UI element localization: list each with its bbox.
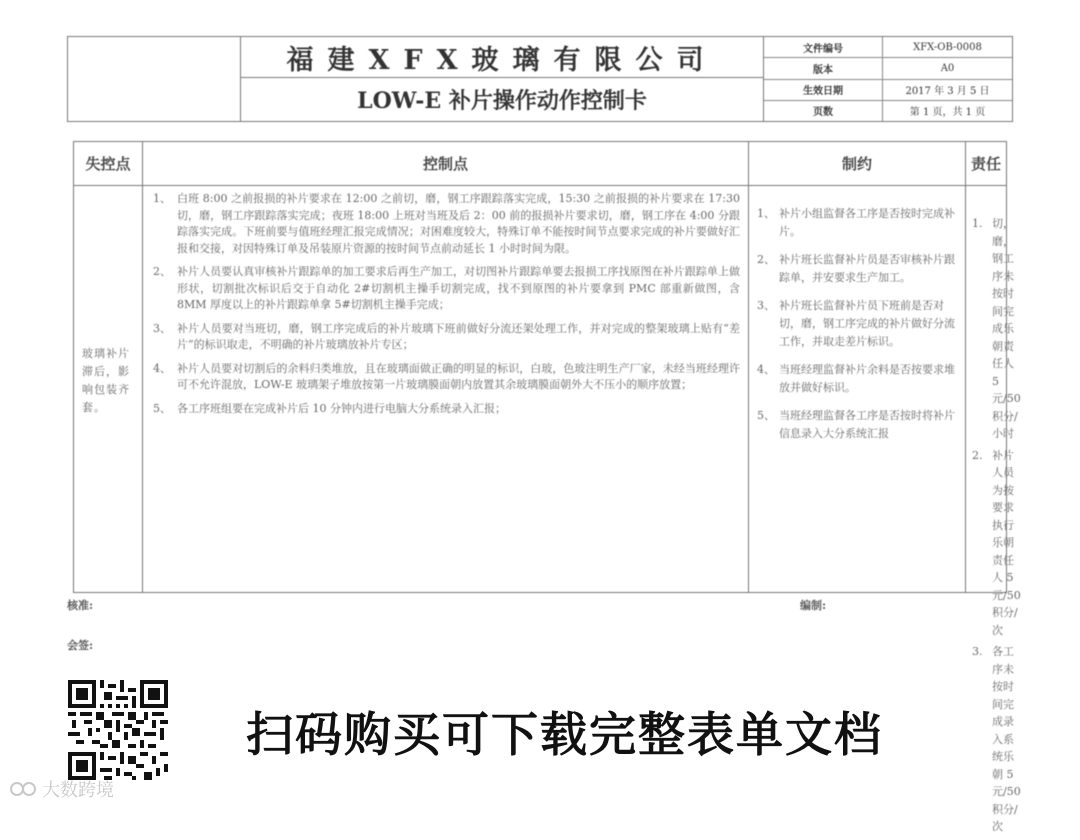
item-text: 补片班长监督补片员下班前是否对切，磨，钢工序完成的补片做好分流工作，并取走差片标识。: [779, 299, 955, 348]
list-item: [757, 407, 957, 443]
item-text: 补片人员要对当班切，磨，钢工序完成后的补片玻璃下班前做好分流还架处理工作，并对完成的整架玻璃上贴有“差片”的标识取走，不明确的补片玻璃放补片专区；: [177, 321, 740, 351]
control-point-cell: [143, 185, 749, 592]
item-text: 补片班长监督补片员是否审核补片跟踪单，并安要求生产加工。: [779, 253, 955, 284]
meta-value: A0: [940, 62, 955, 74]
qr-code-icon[interactable]: [68, 680, 168, 780]
meta-value: 2017 年 3 月 5 日: [905, 86, 990, 98]
watermark: [8, 776, 114, 802]
approve-label: 核准:: [67, 599, 94, 612]
document-meta: [764, 37, 1012, 121]
item-number: 5、: [153, 401, 171, 415]
prepare-label: 编制:: [800, 599, 827, 612]
meta-row: [764, 80, 1012, 101]
list-item: [757, 205, 957, 241]
header-loss-point: 失控点: [74, 142, 143, 185]
item-number: 4、: [153, 361, 171, 375]
item-text: 各工序未按时间完成录入系统乐朝 5 元/50 积分/次: [992, 645, 1021, 833]
loss-point-cell: [74, 185, 143, 592]
item-number: 2、: [757, 253, 775, 266]
table-header: [74, 142, 1006, 186]
list-item: [757, 297, 957, 351]
list-item: [757, 361, 957, 397]
list-item: [972, 215, 1021, 443]
item-number: 1.: [972, 217, 983, 230]
item-text: 当班经理监督补片余料是否按要求堆放并做好标识。: [779, 363, 955, 394]
item-text: 补片人员要认真审核补片跟踪单的加工要求后再生产加工，对切图补片跟踪单要去报损工序找原图在补片跟踪单上做形状，切割批次标识后交于自动化 2#切割机主操手切割完成，找不到原图的补片要拿到 PMC 部重新做图，含 8MM 厚度以上的补片跟踪单拿 5#切割机主操手完成；: [177, 265, 740, 311]
list-item: [757, 251, 957, 287]
header-center: [241, 37, 764, 121]
list-item: [153, 321, 740, 354]
item-number: 3.: [972, 645, 983, 658]
meta-value: XFX-OB-0008: [913, 41, 982, 53]
document-header: [67, 36, 1013, 122]
meta-row: [764, 101, 1012, 121]
item-number: 3、: [153, 321, 171, 335]
item-text: 补片小组监督各工序是否按时完成补片。: [779, 207, 955, 238]
header-constraint: 制约: [749, 142, 966, 185]
constraint-cell: [749, 185, 966, 592]
item-number: 2、: [153, 265, 171, 278]
item-number: 2.: [972, 448, 983, 462]
meta-value: 第 1 页，共 1 页: [909, 107, 986, 119]
responsibility-cell: [966, 185, 1021, 833]
item-number: 5、: [757, 409, 775, 422]
watermark-text: 大数跨境: [42, 780, 114, 801]
loss-point-text: 玻璃补片滞后，影响包装齐套。: [82, 347, 130, 414]
list-item: [153, 264, 740, 314]
list-item: [153, 191, 740, 257]
meta-row: [764, 37, 1012, 58]
item-number: 1、: [153, 192, 171, 205]
meta-key: 文件编号: [764, 37, 883, 57]
meta-key: 生效日期: [764, 80, 883, 100]
item-text: 补片人员要对切割后的余料归类堆放，且在玻璃面做正确的明显的标识，白玻，色玻注明生产厂家，未经当班经理许可不允许混放，LOW-E 玻璃架子堆放按第一片玻璃膜面朝内放置其余玻璃膜面朝外大不压小的顺序放置；: [177, 361, 740, 391]
meta-key: 版本: [764, 58, 883, 78]
meta-key: 页数: [764, 101, 883, 121]
item-number: 3、: [757, 299, 775, 312]
item-text: 各工序班组要在完成补片后 10 分钟内进行电脑大分系统录入汇报；: [177, 401, 506, 415]
watermark-logo-icon: [8, 779, 38, 799]
document-title: LOW-E 补片操作动作控制卡: [357, 88, 647, 114]
item-text: 当班经理监督各工序是否按时将补片信息录入大分系统汇报: [779, 409, 955, 440]
list-item: [153, 361, 740, 394]
list-item: [972, 447, 1021, 640]
countersign-label: 会签:: [67, 639, 94, 652]
item-number: 4、: [757, 363, 775, 376]
item-text: 白班 8:00 之前报损的补片要求在 12:00 之前切，磨，钢工序跟踪落实完成，15:30 之前报损的补片要求在 17:30 切，磨，钢工序跟踪落实完成；夜班 18:00 上班对当班及后 2：00 前的报损补片要求切，磨，钢工序在 4:00 分跟踪落实完成。下班前要与值班经理汇报完成情况；对困难度较大，特殊订单不能按时间节点要求完成的补片要做好汇报和交接，对因特殊订单及吊装原片资源的按时间节点前动延长 1 小时时间为限。: [177, 192, 740, 255]
header-control-point: 控制点: [143, 142, 749, 185]
list-item: [153, 401, 740, 418]
header-responsibility: 责任: [970, 155, 1001, 173]
item-number: 1、: [757, 207, 775, 220]
item-text: 补片人员为按要求执行乐朝责任人 5 元/50 积分/次: [992, 448, 1021, 637]
company-name: 福建XFX玻璃有限公司: [241, 37, 763, 78]
item-text: 切，磨，钢工序未按时间完成乐朝责任人 5 元/50 积分/小时: [992, 217, 1021, 440]
list-item: [972, 643, 1021, 836]
logo-area: [68, 37, 241, 121]
purchase-banner: 扫码购买可下载完整表单文档: [246, 708, 883, 763]
meta-row: [764, 58, 1012, 79]
